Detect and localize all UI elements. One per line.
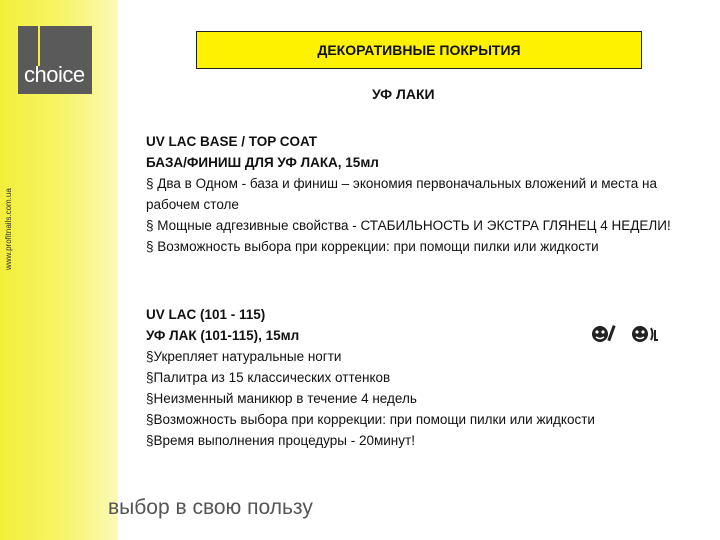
- logo-text: choice: [24, 62, 85, 87]
- page-subtitle: УФ ЛАКИ: [372, 86, 435, 102]
- feature-item: §Неизменный маникюр в течение 4 недель: [146, 391, 417, 406]
- product-title-ru: УФ ЛАК (101-115), 15мл: [146, 328, 300, 343]
- feature-item: §Палитра из 15 классических оттенков: [146, 370, 391, 385]
- feature-item: § Два в Одном - база и финиш – экономия первоначальных вложений и места на рабочем столе: [146, 176, 658, 212]
- logo-bar: [38, 26, 40, 66]
- feature-item: §Укрепляет натуральные ногти: [146, 349, 342, 364]
- product-title-en: UV LAC BASE / TOP COAT: [146, 134, 318, 149]
- page-title: ДЕКОРАТИВНЫЕ ПОКРЫТИЯ: [196, 31, 642, 69]
- removal-liquid-icon: [630, 322, 660, 344]
- feature-item: §Время выполнения процедуры - 20минут!: [146, 433, 415, 448]
- feature-item: § Возможность выбора при коррекции: при помощи пилки или жидкости: [146, 239, 599, 254]
- slogan: выбор в свою пользу: [108, 496, 313, 519]
- removal-file-icon: [590, 322, 620, 344]
- product-title-en: UV LAC (101 - 115): [146, 307, 266, 322]
- choice-logo: [18, 26, 92, 94]
- product-title-ru: БАЗА/ФИНИШ ДЛЯ УФ ЛАКА, 15мл: [146, 155, 379, 170]
- website-url: www.profitnails.com.ua: [4, 188, 13, 270]
- feature-item: §Возможность выбора при коррекции: при помощи пилки или жидкости: [146, 412, 595, 427]
- product-block-base-top: [146, 131, 696, 257]
- yellow-sidebar: [0, 0, 118, 540]
- feature-item: § Мощные адгезивные свойства - СТАБИЛЬНОСТЬ И ЭКСТРА ГЛЯНЕЦ 4 НЕДЕЛИ!: [146, 218, 671, 233]
- removal-icons: [590, 322, 660, 344]
